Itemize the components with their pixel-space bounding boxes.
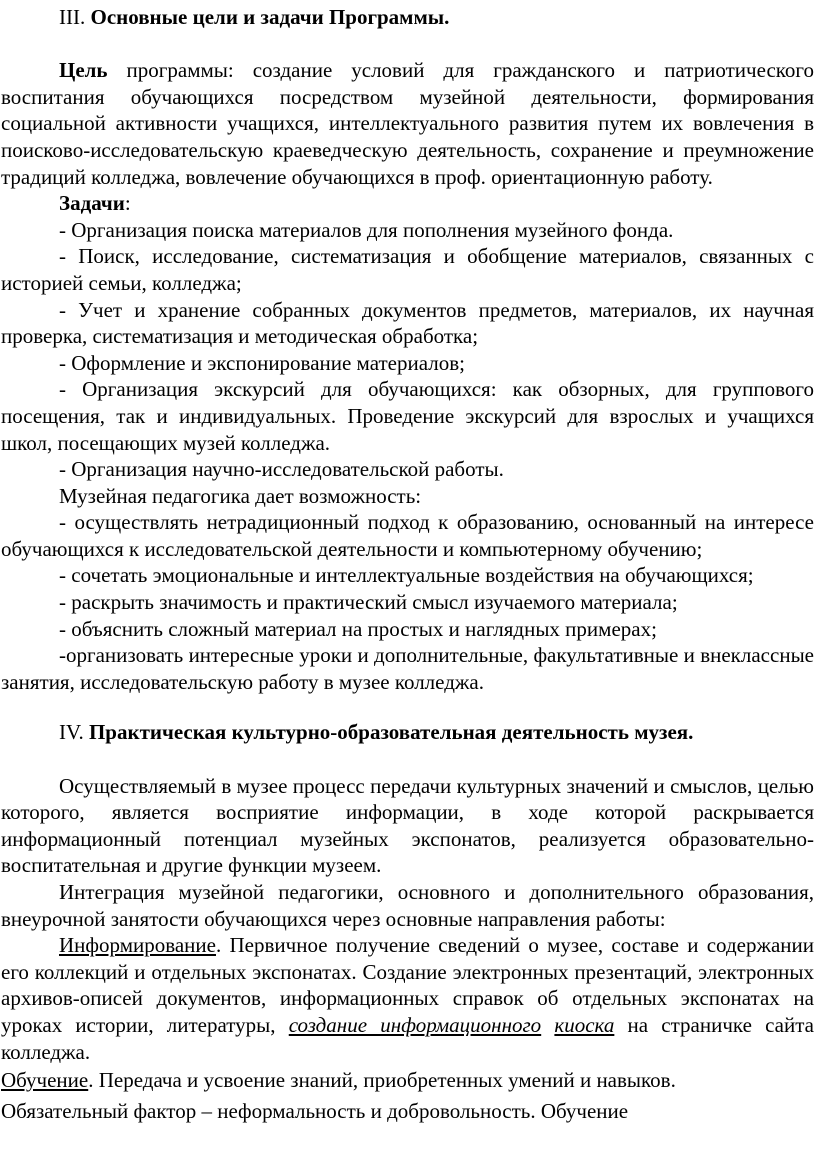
task-item: - Организация экскурсий для обучающихся: как обзорных, для группового посещения, так и индивидуальных. Проведение экскурсий для взрослых и учащихся школ, посещающих музей колледжа. <box>1 377 814 455</box>
task-item: - Оформление и экспонирование материалов; <box>59 350 465 375</box>
learn-label: Обучение <box>1 1068 89 1093</box>
inform-space <box>541 1013 554 1037</box>
pedagogy-item: - осуществлять нетрадиционный подход к образованию, основанный на интересе обучающихся к исследовательской деятельности и компьютерному обучению; <box>1 510 814 561</box>
learn-text: . Передача и усвоение знаний, приобретенных умений и навыков. <box>88 1068 676 1093</box>
inform-text: . Первичное получение сведений о музее, составе и содержании его коллекций и отдельных экспонатах. Создание электронных презентаций, электронных архивов-описей документов, информационных справок об отдельных экспонатах на уроках истории, литературы, <box>1 933 814 1037</box>
goal-paragraph <box>1 57 814 190</box>
pedagogy-item: - раскрыть значимость и практический смысл изучаемого материала; <box>59 590 678 615</box>
spacer <box>1 746 814 773</box>
tasks-label: Задачи <box>59 191 125 216</box>
inform-paragraph <box>1 932 814 1065</box>
section-4-heading <box>1 719 814 746</box>
pedagogy-item: - объяснить сложный материал на простых и наглядных примерах; <box>59 616 657 641</box>
pedagogy-item: - сочетать эмоциональные и интеллектуальные воздействия на обучающихся; <box>59 563 754 588</box>
goal-label: Цель <box>59 58 108 83</box>
task-item: - Учет и хранение собранных документов предметов, материалов, их научная проверка, систематизация и методическая обработка; <box>1 297 814 349</box>
section-4-number: IV. <box>59 720 84 745</box>
pedagogy-item: -организовать интересные уроки и дополнительные, факультативные и внеклассные занятия, исследовательскую работу в музее колледжа. <box>1 643 814 694</box>
last-line: Обязательный фактор – неформальность и добровольность. Обучение <box>1 1098 629 1123</box>
learn-paragraph <box>1 1067 814 1094</box>
spacer <box>1 31 814 58</box>
info-kiosk-link-part1[interactable]: создание информационного <box>288 1012 542 1037</box>
goal-text: программы: создание условий для гражданского и патриотического воспитания обучающихся посредством музейной деятельности, формирования социальной активности учащихся, интеллектуального развития путем их вовлечения в поисково-исследовательскую краеведческую деятельность, сохранение и преумножение традиций колледжа, вовлечение обучающихся в проф. ориентационную работу. <box>1 58 814 189</box>
task-item: - Организация научно-исследовательской работы. <box>59 457 504 482</box>
section-3-number: III. <box>59 5 86 29</box>
task-item: - Организация поиска материалов для пополнения музейного фонда. <box>59 217 674 242</box>
body-paragraph-1: Осуществляемый в музее процесс передачи культурных значений и смыслов, целью которого, является восприятие информации, в ходе которой раскрывается информационный потенциал музейных экспонатов, реализуется образовательно-воспитательная и другие функции музеем. <box>1 773 814 878</box>
body-paragraph-2: Интеграция музейной педагогики, основного и дополнительного образования, внеурочной занятости обучающихся через основные направления работы: <box>1 880 814 931</box>
tasks-heading <box>1 190 814 217</box>
section-4-title: Практическая культурно-образовательная деятельность музея. <box>88 720 694 745</box>
task-item: - Поиск, исследование, систематизация и обобщение материалов, связанных с историей семьи, колледжа; <box>1 244 814 295</box>
tasks-colon: : <box>124 191 131 216</box>
section-3-title: Основные цели и задачи Программы. <box>90 5 450 29</box>
inform-label: Информирование <box>59 933 216 958</box>
info-kiosk-link-part2[interactable]: киоска <box>554 1012 615 1037</box>
pedagogy-intro: Музейная педагогика дает возможность: <box>59 483 422 508</box>
section-3-heading <box>1 4 814 31</box>
inform-tail: на страничке сайта колледжа. <box>1 1012 814 1064</box>
spacer <box>1 695 814 719</box>
